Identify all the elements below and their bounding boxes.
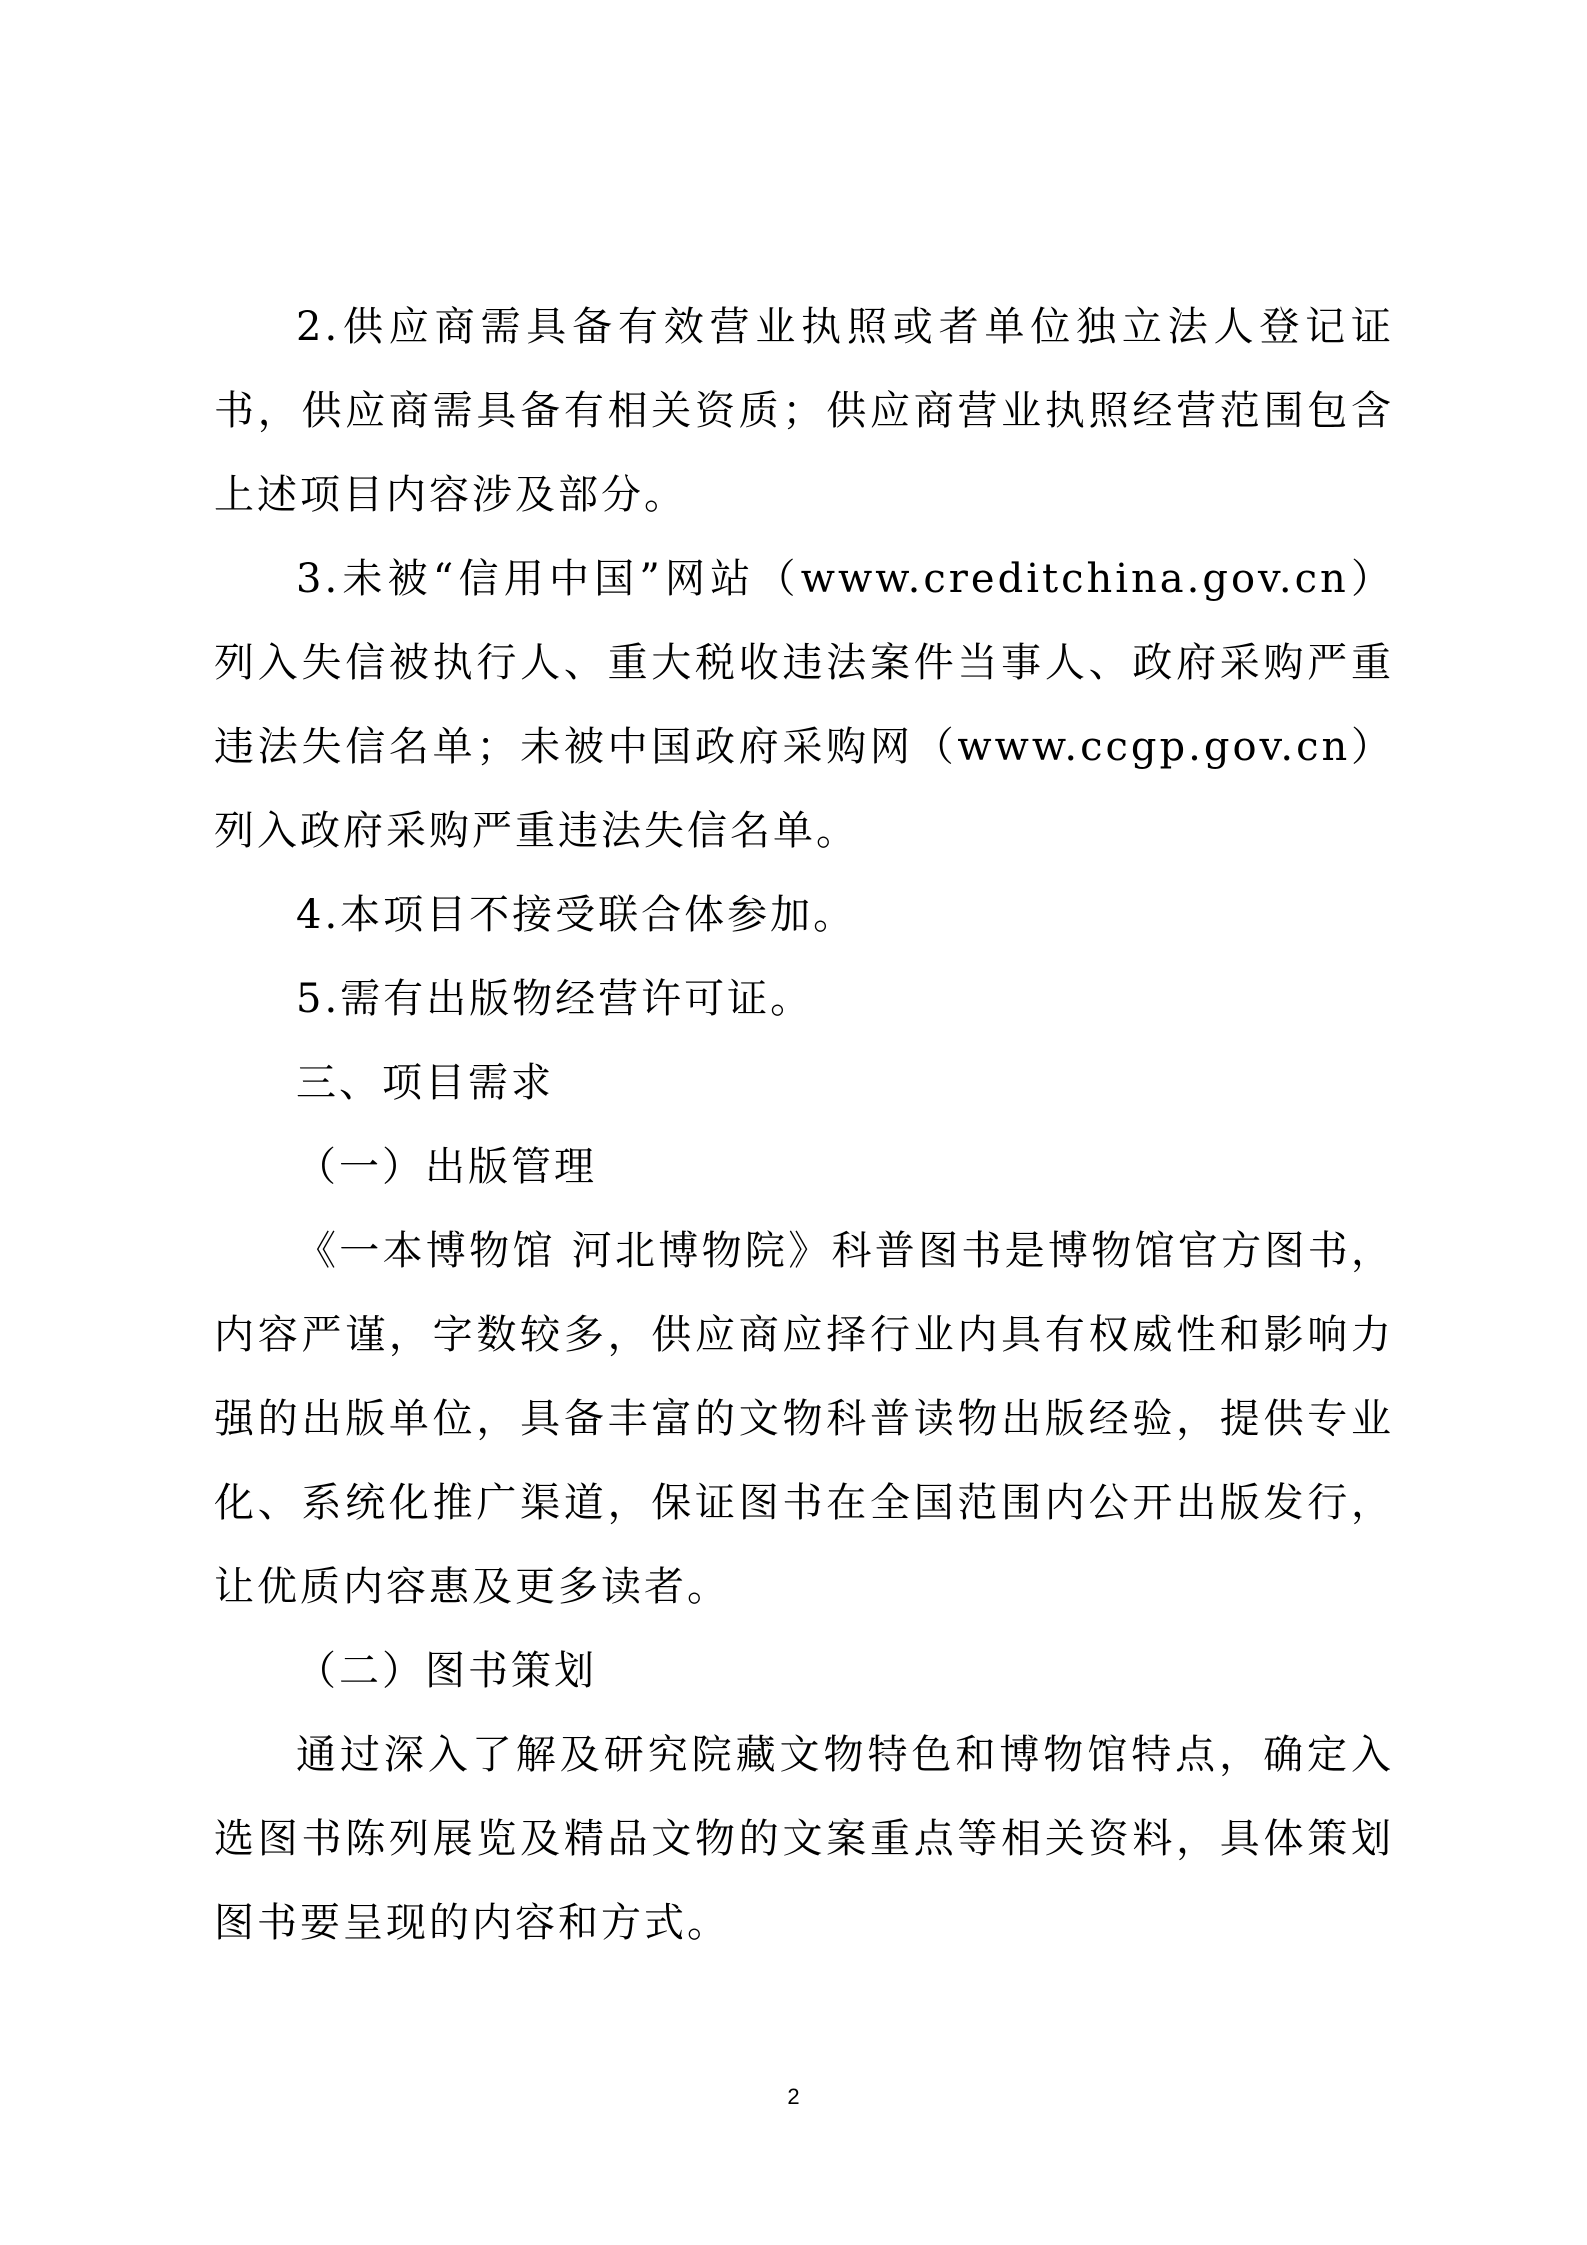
requirement-2-paragraph: 2.供应商需具备有效营业执照或者单位独立法人登记证书，供应商需具备有相关资质；供应商营业执照经营范围包含上述项目内容涉及部分。 xyxy=(214,304,1394,518)
publishing-management-paragraph: 《一本博物馆 河北博物院》科普图书是博物馆官方图书，内容严谨，字数较多，供应商应择行业内具有权威性和影响力强的出版单位，具备丰富的文物科普读物出版经验，提供专业化、系统化推广渠道，保证图书在全国范围内公开出版发行，让优质内容惠及更多读者。 xyxy=(214,1228,1394,1610)
requirement-4-paragraph: 4.本项目不接受联合体参加。 xyxy=(296,892,857,938)
document-body xyxy=(214,285,1394,1965)
page-number: 2 xyxy=(787,2084,800,2109)
requirement-3-paragraph: 3.未被“信用中国”网站（www.creditchina.gov.cn）列入失信被执行人、重大税收违法案件当事人、政府采购严重违法失信名单；未被中国政府采购网（www.ccgp.gov.cn）列入政府采购严重违法失信名单。 xyxy=(214,556,1394,854)
subsection-heading-publishing-management: （一）出版管理 xyxy=(296,1144,597,1190)
requirement-5-paragraph: 5.需有出版物经营许可证。 xyxy=(296,976,814,1022)
subsection-heading-book-planning: （二）图书策划 xyxy=(296,1648,597,1694)
section-heading-project-requirements: 三、项目需求 xyxy=(296,1060,554,1106)
book-planning-paragraph: 通过深入了解及研究院藏文物特色和博物馆特点，确定入选图书陈列展览及精品文物的文案重点等相关资料，具体策划图书要呈现的内容和方式。 xyxy=(214,1732,1394,1946)
